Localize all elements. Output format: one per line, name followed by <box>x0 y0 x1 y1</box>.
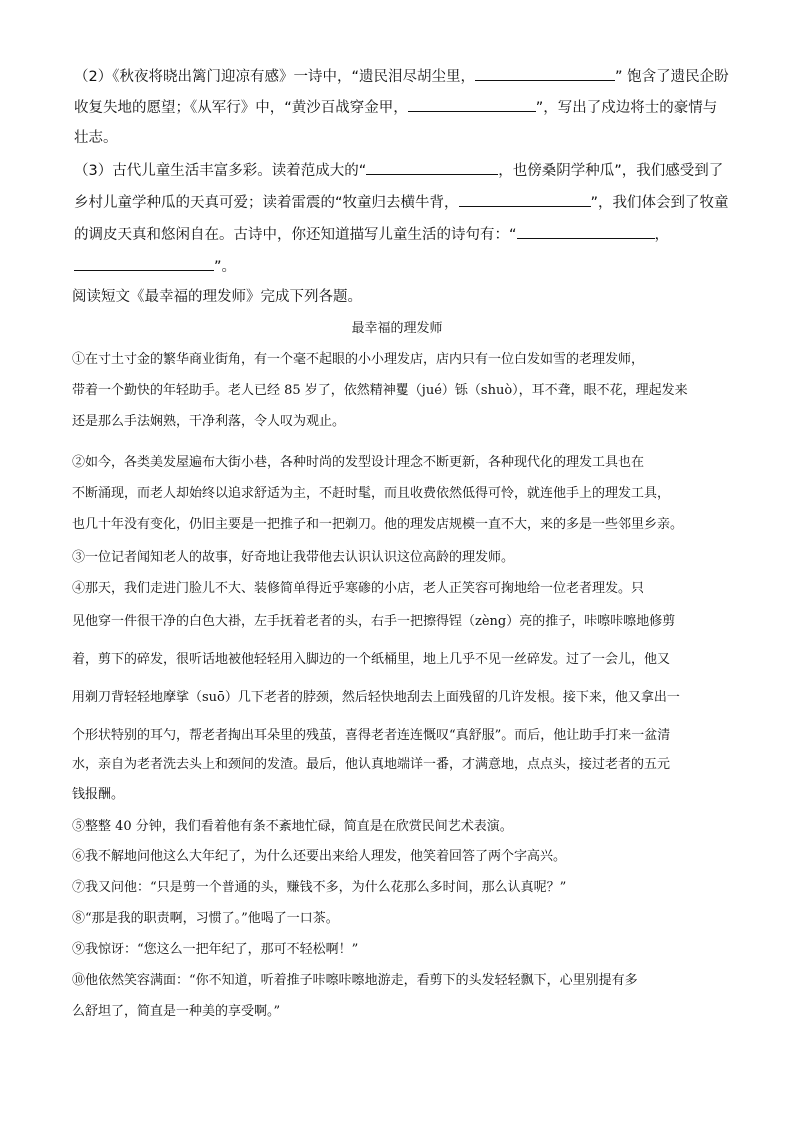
answer-blank-q3-4[interactable] <box>74 256 214 271</box>
q3-text-3a: 的调皮天真和悠闲自在。古诗中，你还知道描写儿童生活的诗句有：“ <box>74 227 517 243</box>
q2-text-2a: 收复失地的愿望；《从军行》中，“黄沙百战穿金甲， <box>74 100 408 116</box>
q2-line-3 <box>74 128 734 148</box>
story-line: 用剃刀背轻轻地摩挲（suō）几下老者的脖颈，然后轻快地刮去上面残留的几许发根。接下来，他又拿出一 <box>72 690 680 705</box>
answer-blank-q2-1[interactable] <box>475 66 615 81</box>
story-line: ⑩他依然笑容满面：“你不知道，听着推子咔嚓咔嚓地游走，看剪下的头发轻轻飘下，心里别提有多 <box>72 973 638 988</box>
story-line: 带着一个勤快的年轻助手。老人已经 85 岁了，依然精神矍（jué）铄（shuò），耳不聋，眼不花，理起发来 <box>72 383 688 398</box>
q3-line-4 <box>74 256 734 277</box>
q3-text-2b: ”，我们体会到了牧童 <box>590 195 729 211</box>
reading-instruction: 阅读短文《最幸福的理发师》完成下列各题。 <box>72 289 362 305</box>
q2-line-1 <box>74 66 734 87</box>
answer-blank-q2-2[interactable] <box>408 97 536 112</box>
answer-blank-q3-3[interactable] <box>517 224 655 239</box>
answer-blank-q3-2[interactable] <box>459 192 591 207</box>
q3-line-2 <box>74 192 734 213</box>
q2-text-1a: （2）《秋夜将晓出篱门迎凉有感》一诗中，“遗民泪尽胡尘里， <box>74 69 475 85</box>
q3-text-1b: ，也傍桑阴学种瓜”，我们感受到了 <box>498 163 724 179</box>
q2-line-2 <box>74 97 734 118</box>
q2-text-2b: ”，写出了戍边将士的豪情与 <box>535 100 718 116</box>
story-title: 最幸福的理发师 <box>351 321 443 336</box>
q3-line-1 <box>74 160 734 181</box>
story-line: ⑤整整 40 分钟，我们看着他有条不紊地忙碌，简直是在欣赏民间艺术表演。 <box>72 819 513 834</box>
story-line: 还是那么手法娴熟，干净利落，令人叹为观止。 <box>72 414 346 429</box>
story-line: 钱报酬。 <box>72 787 125 802</box>
story-line: ⑧“那是我的职责啊，习惯了。”他喝了一口茶。 <box>72 911 339 926</box>
story-line: ①在寸土寸金的繁华商业街角，有一个毫不起眼的小小理发店，店内只有一位白发如雪的老理发师， <box>72 352 645 367</box>
story-line: ④那天，我们走进门脸儿不大、装修简单得近乎寒碜的小店，老人正笑容可掬地给一位老者理发。只 <box>72 581 645 596</box>
story-line: 不断涌现，而老人却始终以追求舒适为主，不赶时髦，而且收费依然低得可怜，就连他手上的理发工具， <box>72 486 671 501</box>
story-line: ⑦我又问他：“只是剪一个普通的头，赚钱不多，为什么花那么多时间，那么认真呢？” <box>72 880 567 895</box>
story-line: 个形状特别的耳勺，帮老者掏出耳朵里的残茧，喜得老者连连慨叹“真舒服”。而后，他让助手打来一盆清 <box>72 728 671 743</box>
story-line: ②如今，各类美发屋遍布大街小巷，各种时尚的发型设计理念不断更新，各种现代化的理发工具也在 <box>72 455 645 470</box>
story-line: 么舒坦了，简直是一种美的享受啊。” <box>72 1004 281 1019</box>
story-line: ③一位记者闻知老人的故事，好奇地让我带他去认识认识这位高龄的理发师。 <box>72 550 515 565</box>
q3-line-3 <box>74 224 734 245</box>
q3-text-4b: ”。 <box>214 259 237 275</box>
q3-text-3b: ， <box>654 227 670 243</box>
story-line: ⑨我惊讶：“您这么一把年纪了，那可不轻松啊！” <box>72 942 359 957</box>
q2-text-1b: ” 饱含了遗民企盼 <box>615 69 729 85</box>
story-line: 着，剪下的碎发，很听话地被他轻轻用入脚边的一个纸桶里，地上几乎不见一丝碎发。过了一会儿，他又 <box>72 652 671 667</box>
story-line: 水，亲自为老者洗去头上和颈间的发渣。最后，他认真地端详一番，才满意地，点点头，接过老者的五元 <box>72 757 671 772</box>
story-line: 也几十年没有变化，仍旧主要是一把推子和一把剃刀。他的理发店规模一直不大，来的多是一些邻里乡亲。 <box>72 517 684 532</box>
q3-text-1a: （3）古代儿童生活丰富多彩。读着范成大的“ <box>74 163 367 179</box>
q2-text-3: 壮志。 <box>74 130 118 146</box>
story-line: ⑥我不解地问他这么大年纪了，为什么还要出来给人理发，他笑着回答了两个字高兴。 <box>72 849 567 864</box>
answer-blank-q3-1[interactable] <box>366 160 498 175</box>
q3-text-2a: 乡村儿童学种瓜的天真可爱；读着雷震的“牧童归去横牛背， <box>74 195 459 211</box>
story-line: 见他穿一件很干净的白色大褂，左手抚着老者的头，右手一把擦得锃（zèng）亮的推子，咔嚓咔嚓地修剪 <box>72 614 676 629</box>
